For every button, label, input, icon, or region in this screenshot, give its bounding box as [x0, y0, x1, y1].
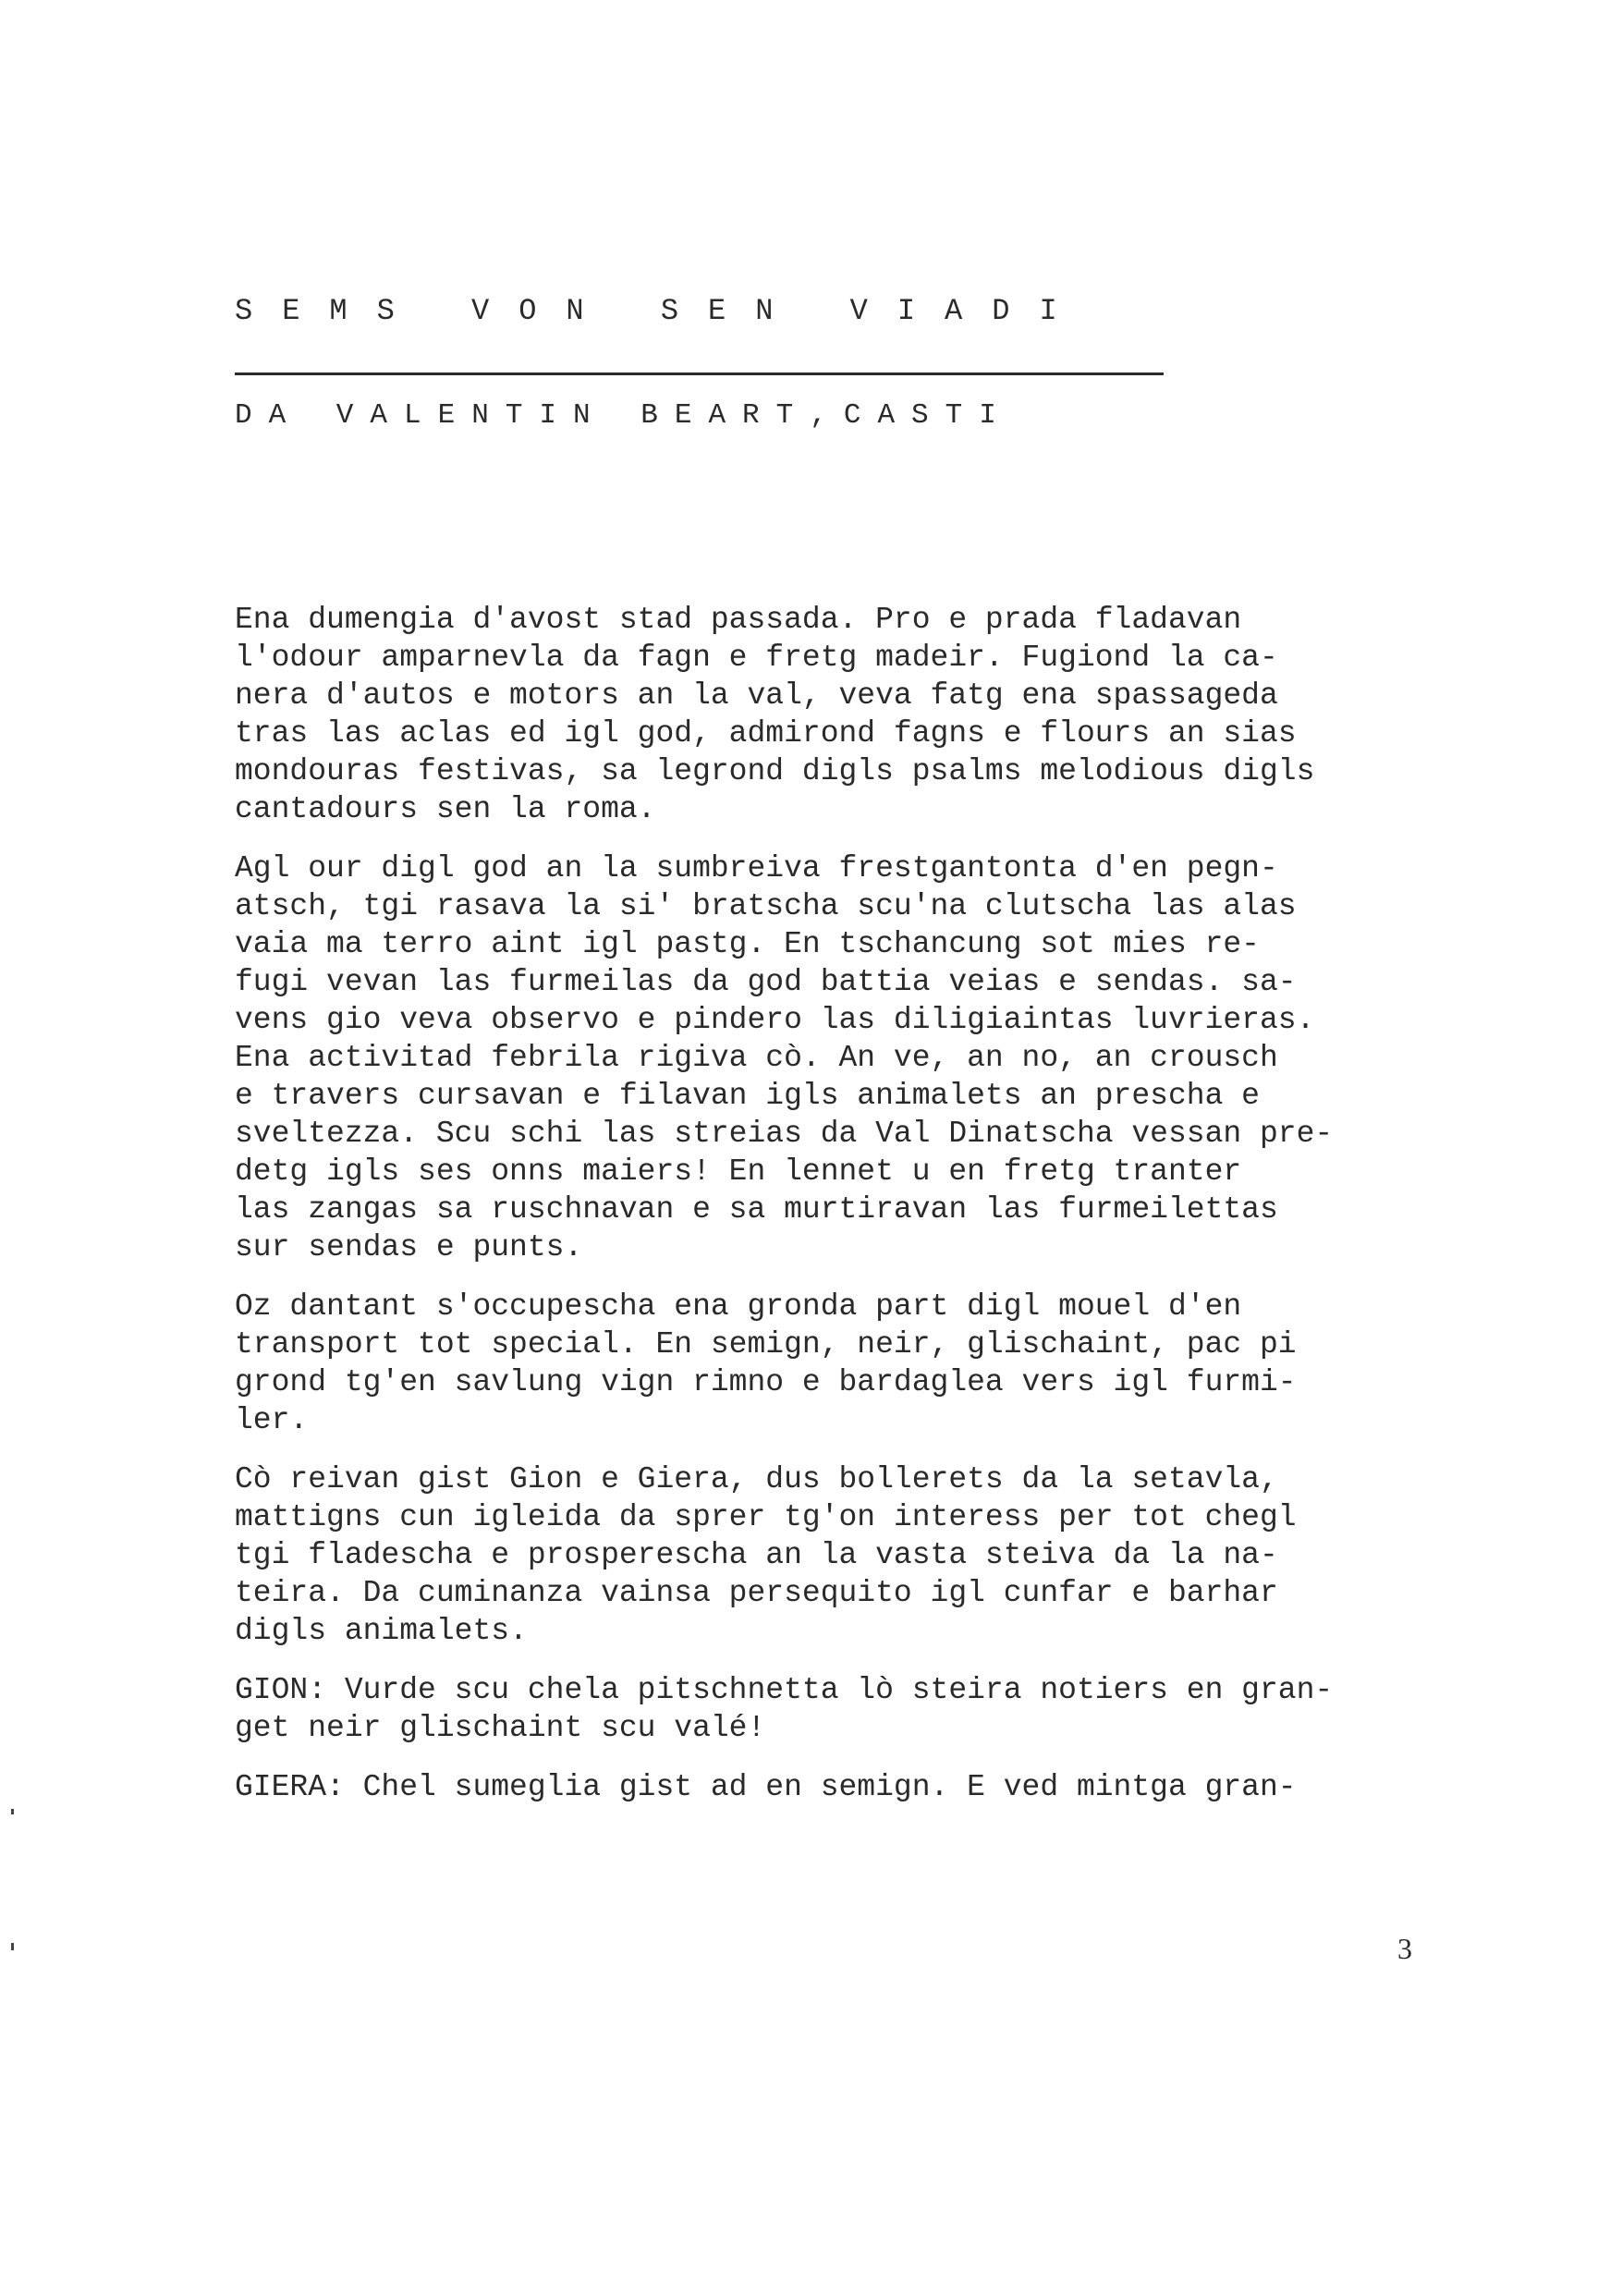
paragraph: Cò reivan gist Gion e Giera, dus bollerets da la setavla, mattigns cun igleida da sprer tg'on interess per tot chegl tgi fladescha e prosperescha an la vasta steiva da la na- teira. Da cuminanza vainsa persequito igl cunfar e barhar digls animalets.	[235, 1462, 1297, 1648]
margin-speck	[11, 1943, 14, 1950]
paragraph: Agl our digl god an la sumbreiva frestgantonta d'en pegn- atsch, tgi rasava la si' bratscha scu'na clutscha las alas vaia ma terro aint igl pastg. En tschancung sot mies re- fugi vevan las furmeilas da god battia veias e sendas. sa- vens gio veva observo e pindero las diligiaintas luvrieras. Ena activitad febrila rigiva cò. An ve, an no, an crousch e travers cursavan e filavan igls animalets an prescha e sveltezza. Scu schi las streias da Val Dinatscha vessan pre- detg igls ses onns maiers! En lennet u en fretg tranter las zangas sa ruschnavan e sa murtiravan las furmeilettas sur sendas e punts.	[235, 851, 1334, 1264]
paragraph: Ena dumengia d'avost stad passada. Pro e prada fladavan l'odour amparnevla da fagn e fretg madeir. Fugiond la ca- nera d'autos e motors an la val, veva fatg ena spassageda tras las aclas ed igl god, admirond fagns e flours an sias mondouras festivas, sa legrond digls psalms melodious digls cantadours sen la roma.	[235, 603, 1315, 826]
body-text	[235, 601, 1455, 1827]
dialogue-line: GION: Vurde scu chela pitschnetta lò steira notiers en gran- get neir glischaint scu valé!	[235, 1673, 1334, 1745]
margin-speck	[11, 1809, 14, 1814]
document-title: SEMS VON SEN VIADI	[235, 294, 1087, 328]
page-number: 3	[1397, 1932, 1412, 1965]
title-underline	[235, 372, 1164, 375]
paragraph: Oz dantant s'occupescha ena gronda part digl mouel d'en transport tot special. En semign, neir, glischaint, pac pi grond tg'en savlung vign rimno e bardaglea vers igl furmi- ler.	[235, 1289, 1297, 1437]
dialogue-line: GIERA: Chel sumeglia gist ad en semign. E ved mintga gran-	[235, 1770, 1297, 1804]
author-byline: DA VALENTIN BEART,CASTI	[235, 399, 1013, 432]
